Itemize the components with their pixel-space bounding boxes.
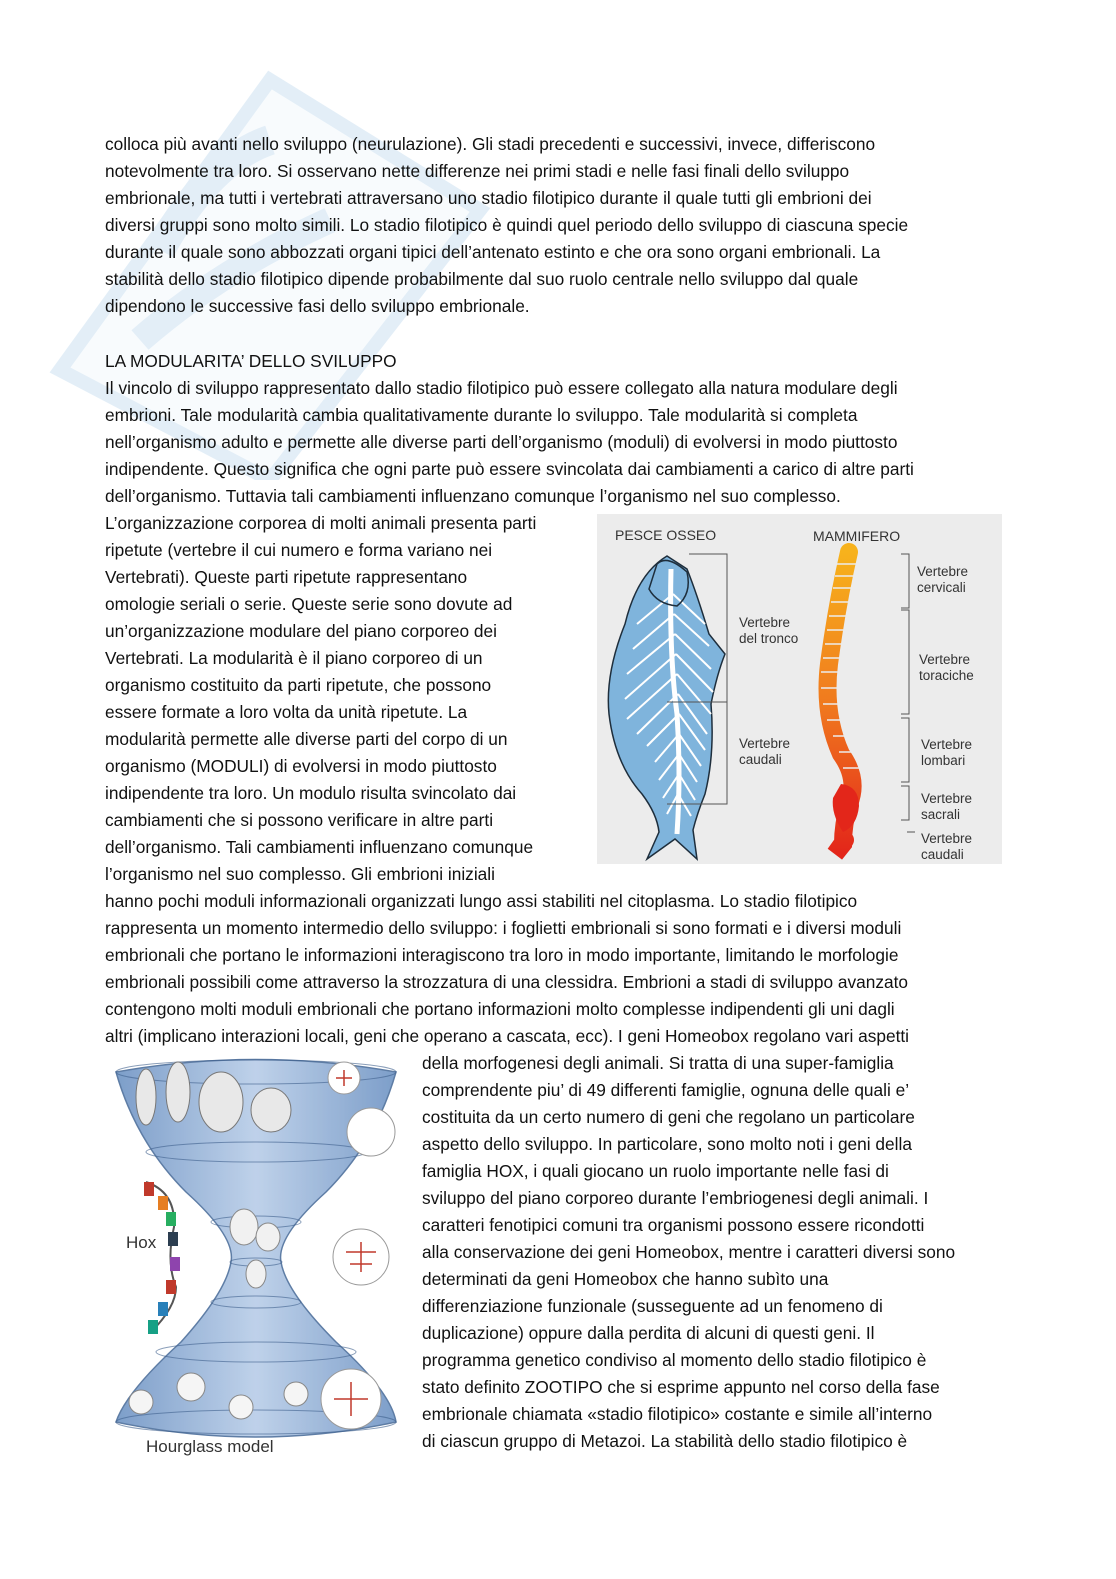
text-line: l’organismo nel suo complesso. Gli embrioni iniziali <box>105 864 495 884</box>
mammal-lumbar-label-1: Vertebre <box>921 737 973 752</box>
text-line: programma genetico condiviso al momento dello stadio filotipico è <box>422 1350 927 1370</box>
hox-gene-cluster <box>144 1182 180 1334</box>
text-line: embrionali possibili come attraverso la strozzatura di una clessidra. Embrioni a stadi di sviluppo avanzato <box>105 972 909 992</box>
mammal-cervical-label-1: Vertebre <box>917 564 969 579</box>
text-line: famiglia HOX, i quali giocano un ruolo importante nelle fasi di <box>422 1161 889 1181</box>
text-line: embrionale chiamata «stadio filotipico» costante e simile all’interno <box>422 1404 933 1424</box>
paragraph-phylotypic-stage <box>105 131 1005 320</box>
text-line: aspetto dello sviluppo. In particolare, sono molto noti i geni della <box>422 1134 912 1154</box>
text-line: differenziazione funzionale (susseguente ad un fenomeno di <box>422 1296 883 1316</box>
text-line: caratteri fenotipici comuni tra organismi possono essere ricondotti <box>422 1215 925 1235</box>
text-line: di ciascun gruppo di Metazoi. La stabilità dello stadio filotipico è <box>422 1431 908 1451</box>
text-line: omologie seriali o serie. Queste serie sono dovute ad <box>105 594 513 614</box>
paragraph-modularity <box>105 375 1005 510</box>
figure-hourglass-model <box>106 1052 409 1464</box>
text-line: duplicazione) oppure dalla perdita di alcuni di questi geni. Il <box>422 1323 875 1343</box>
text-line: organismo (MODULI) di evolversi in modo piuttosto <box>105 756 497 776</box>
fish-trunk-label-2: del tronco <box>739 631 799 646</box>
text-line: dell’organismo. Tali cambiamenti influenzano comunque <box>105 837 534 857</box>
hourglass-caption: Hourglass model <box>146 1437 274 1456</box>
mammal-thoracic-label-1: Vertebre <box>919 652 971 667</box>
paragraph-serial-homology <box>105 510 585 888</box>
text-line: nell’organismo adulto e permette alle diverse parti dell’organismo (moduli) di evolversi in modo piuttosto <box>105 432 898 452</box>
text-line: Il vincolo di sviluppo rappresentato dallo stadio filotipico può essere collegato alla natura modulare degli <box>105 378 898 398</box>
text-line: essere formate a loro volta da unità ripetute. La <box>105 702 468 722</box>
text-line: alla conservazione dei geni Homeobox, mentre i caratteri diversi sono <box>422 1242 956 1262</box>
mammal-lumbar-label-2: lombari <box>921 753 966 768</box>
paragraph-hourglass <box>105 888 1005 1050</box>
text-line: altri (implicano interazioni locali, geni che operano a cascata, ecc). I geni Homeobox regolano vari aspetti <box>105 1026 910 1046</box>
text-line: rappresenta un momento intermedio dello sviluppo: i foglietti embrionali si sono formati e i diversi moduli <box>105 918 902 938</box>
text-line: Vertebrati). Queste parti ripetute rappresentano <box>105 567 468 587</box>
text-line: della morfogenesi degli animali. Si tratta di una super-famiglia <box>422 1053 894 1073</box>
mammal-thoracic-label-2: toraciche <box>919 668 974 683</box>
text-line: stato definito ZOOTIPO che si esprime appunto nel corso della fase <box>422 1377 940 1397</box>
text-line: contengono molti moduli embrionali che portano informazioni molto complesse indipendenti gli uni dagli <box>105 999 895 1019</box>
text-line: indipendente tra loro. Un modulo risulta svincolato dai <box>105 783 517 803</box>
text-line: modularità permette alle diverse parti del corpo di un <box>105 729 508 749</box>
mammal-caudal-label-2: caudali <box>921 847 964 862</box>
text-line: cambiamenti che si possono verificare in altre parti <box>105 810 494 830</box>
text-line: embrionale, ma tutti i vertebrati attraversano uno stadio filotipico durante il quale tutti gli embrioni dei <box>105 188 872 208</box>
text-line: dell’organismo. Tuttavia tali cambiamenti influenzano comunque l’organismo nel suo complesso. <box>105 486 841 506</box>
text-line: hanno pochi moduli informazionali organizzati lungo assi stabiliti nel citoplasma. Lo stadio filotipico <box>105 891 858 911</box>
text-line: costituita da un certo numero di geni che regolano un particolare <box>422 1107 915 1127</box>
text-line: embrioni. Tale modularità cambia qualitativamente durante lo sviluppo. Tale modularità si completa <box>105 405 858 425</box>
mammal-sacral-label-1: Vertebre <box>921 791 973 806</box>
mammal-cervical-label-2: cervicali <box>917 580 966 595</box>
text-line: colloca più avanti nello sviluppo (neurulazione). Gli stadi precedenti e successivi, invece, differiscono <box>105 134 876 154</box>
fish-trunk-label-1: Vertebre <box>739 615 791 630</box>
section-heading: LA MODULARITA’ DELLO SVILUPPO <box>105 351 397 371</box>
hox-label: Hox <box>126 1233 157 1252</box>
text-line: stabilità dello stadio filotipico dipende probabilmente dal suo ruolo centrale nello sviluppo dal quale <box>105 269 859 289</box>
text-line: durante il quale sono abbozzati organi tipici dell’antenato estinto e che ora sono organi embrionali. La <box>105 242 881 262</box>
text-line: diversi gruppi sono molto simili. Lo stadio filotipico è quindi quel periodo dello sviluppo di ciascuna specie <box>105 215 909 235</box>
text-line: Vertebrati. La modularità è il piano corporeo di un <box>105 648 483 668</box>
mammal-caudal-label-1: Vertebre <box>921 831 973 846</box>
text-line: un’organizzazione modulare del piano corporeo dei <box>105 621 497 641</box>
fish-title: PESCE OSSEO <box>615 527 717 543</box>
text-line: dipendono le successive fasi dello sviluppo embrionale. <box>105 296 530 316</box>
fish-caudal-label-2: caudali <box>739 752 782 767</box>
mammal-title: MAMMIFERO <box>813 528 901 544</box>
figure-vertebrae-comparison <box>597 514 1002 864</box>
paragraph-homeobox <box>422 1050 1012 1455</box>
text-line: L’organizzazione corporea di molti animali presenta parti <box>105 513 537 533</box>
mammal-sacral-label-2: sacrali <box>921 807 961 822</box>
text-line: sviluppo del piano corporeo durante l’embriogenesi degli animali. I <box>422 1188 929 1208</box>
text-line: determinati da geni Homeobox che hanno subìto una <box>422 1269 829 1289</box>
text-line: notevolmente tra loro. Si osservano nette differenze nei primi stadi e nelle fasi finali dello sviluppo <box>105 161 850 181</box>
text-line: ripetute (vertebre il cui numero e forma variano nei <box>105 540 493 560</box>
text-line: indipendente. Questo significa che ogni parte può essere svincolata dai cambiamenti a carico di altre parti <box>105 459 914 479</box>
text-line: embrionali che portano le informazioni interagiscono tra loro in modo importante, limitando le morfologie <box>105 945 899 965</box>
fish-caudal-label-1: Vertebre <box>739 736 791 751</box>
text-line: comprendente piu’ di 49 differenti famiglie, ognuna delle quali e’ <box>422 1080 910 1100</box>
text-line: organismo costituito da parti ripetute, che possono <box>105 675 492 695</box>
